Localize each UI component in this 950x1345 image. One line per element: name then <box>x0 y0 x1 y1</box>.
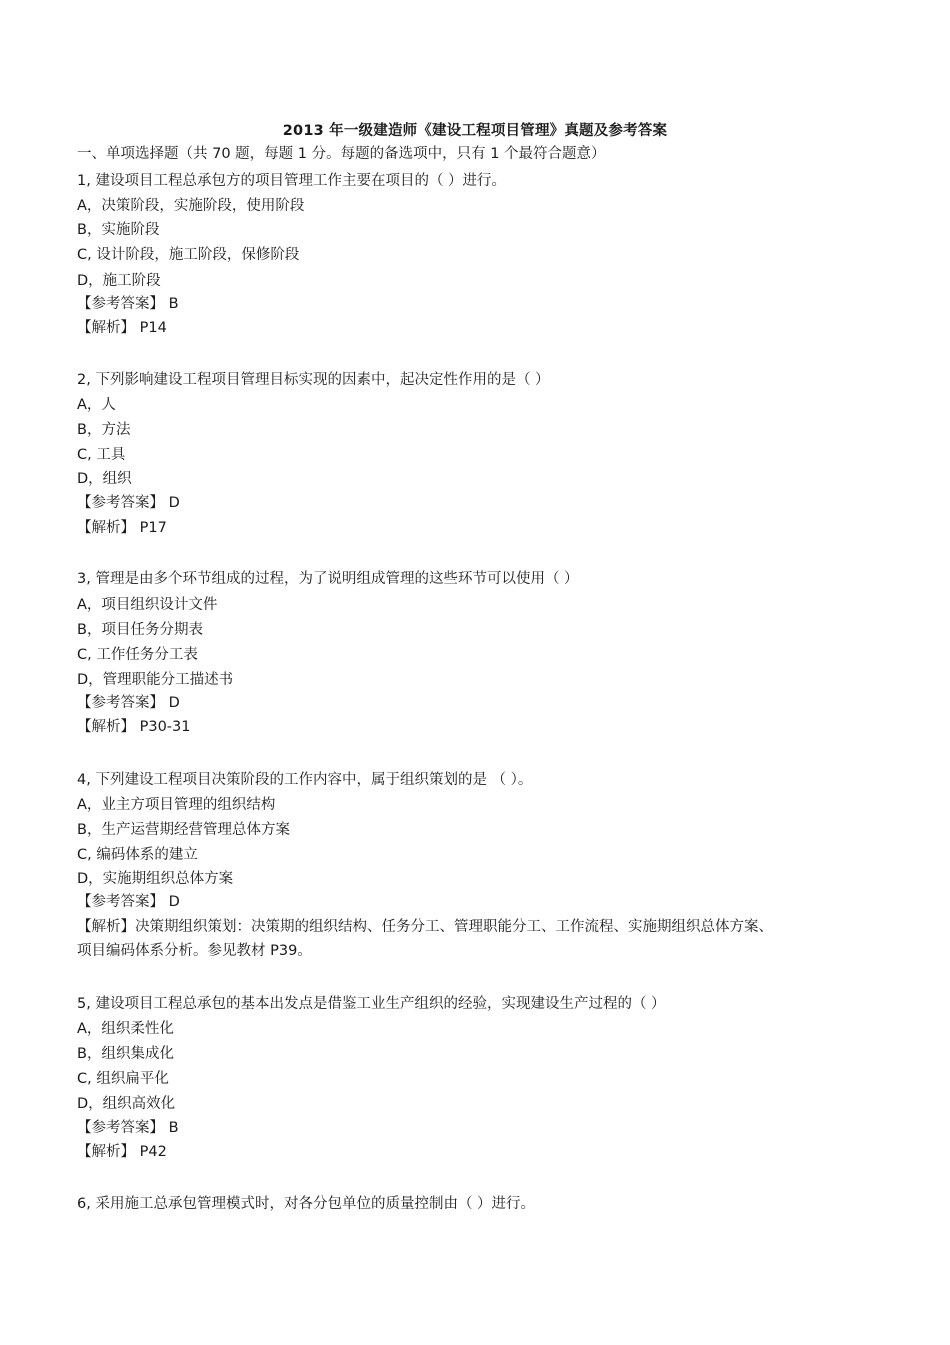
option-c: C, 编码体系的建立 <box>77 847 198 863</box>
option-b: B，生产运营期经营管理总体方案 <box>77 822 290 838</box>
question-stem: 5, 建设项目工程总承包的基本出发点是借鉴工业生产组织的经验，实现建设生产过程的（ ） <box>77 996 666 1012</box>
question-stem: 3, 管理是由多个环节组成的过程，为了说明组成管理的这些环节可以使用（ ） <box>77 571 579 587</box>
option-c: C, 组织扁平化 <box>77 1071 169 1087</box>
option-b: B，实施阶段 <box>77 222 160 238</box>
option-a: A，业主方项目管理的组织结构 <box>77 797 276 813</box>
option-b: B，项目任务分期表 <box>77 622 203 638</box>
option-a: A，组织柔性化 <box>77 1021 174 1037</box>
option-c: C, 设计阶段，施工阶段，保修阶段 <box>77 247 300 263</box>
option-c: C, 工作任务分工表 <box>77 647 198 663</box>
analysis: 【解析】 P42 <box>77 1144 167 1160</box>
option-a: A，决策阶段，实施阶段，使用阶段 <box>77 198 305 214</box>
option-d: D，实施期组织总体方案 <box>77 871 234 887</box>
question-stem: 4, 下列建设工程项目决策阶段的工作内容中，属于组织策划的是 （ ）。 <box>77 772 533 788</box>
option-c: C, 工具 <box>77 447 126 463</box>
answer: 【参考答案】 B <box>77 296 179 312</box>
question-stem: 1, 建设项目工程总承包方的项目管理工作主要在项目的（ ）进行。 <box>77 173 507 189</box>
answer: 【参考答案】 D <box>77 495 180 511</box>
option-d: D，管理职能分工描述书 <box>77 672 234 688</box>
answer: 【参考答案】 D <box>77 894 180 910</box>
option-a: A，项目组织设计文件 <box>77 597 218 613</box>
document-title: 2013 年一级建造师《建设工程项目管理》真题及参考答案 <box>282 123 668 139</box>
analysis: 【解析】决策期组织策划：决策期的组织结构、任务分工、管理职能分工、工作流程、实施期组织总体方案、项目编码体系分析。参见教材 P39。 <box>77 919 773 959</box>
answer: 【参考答案】 D <box>77 695 180 711</box>
answer: 【参考答案】 B <box>77 1120 179 1136</box>
option-a: A，人 <box>77 397 116 413</box>
option-d: D，组织高效化 <box>77 1096 176 1112</box>
question-stem: 2, 下列影响建设工程项目管理目标实现的因素中，起决定性作用的是（ ） <box>77 372 550 388</box>
analysis: 【解析】 P17 <box>77 520 167 536</box>
option-b: B，方法 <box>77 422 131 438</box>
analysis: 【解析】 P30-31 <box>77 719 191 735</box>
section-heading: 一、单项选择题（共 70 题，每题 1 分。每题的备选项中，只有 1 个最符合题意） <box>77 146 606 162</box>
option-d: D，组织 <box>77 471 132 487</box>
option-b: B，组织集成化 <box>77 1046 174 1062</box>
option-d: D，施工阶段 <box>77 273 161 289</box>
question-stem: 6, 采用施工总承包管理模式时，对各分包单位的质量控制由（ ）进行。 <box>77 1196 536 1212</box>
analysis: 【解析】 P14 <box>77 320 167 336</box>
